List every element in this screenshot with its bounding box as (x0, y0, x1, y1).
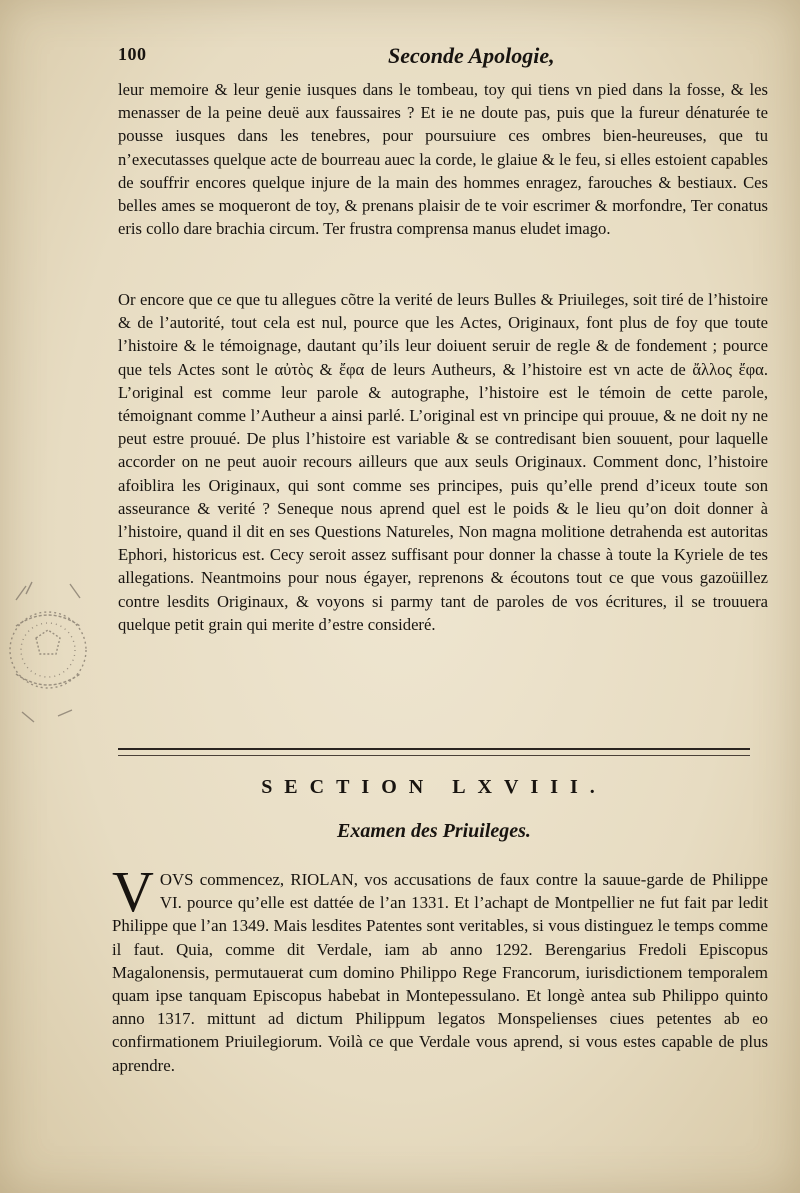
running-title: Seconde Apologie, (388, 43, 555, 68)
library-stamp-icon (2, 566, 98, 740)
section-body (112, 859, 768, 1077)
continuation-paragraph: leur memoire & leur genie iusques dans le tombeau, toy qui tiens vn pied dans la fosse, & les menasser de la peine deuë aux faussaires ? Et ie ne doute pas, puis que la fureur dénaturée te pousse iusques dans les tenebres, pour poursuiure ces ombres bien-heureuses, que tu n’executasses quelque acte de bourreau auec la corde, le glaiue & le feu, si elles estoient capables de souffrir encores quelque injure de la main des hommes enragez, farouches & bestiaux. Ces belles ames se moqueront de toy, & prenans plaisir de te voir escrimer & morfondre, Ter conatus eris collo dare brachia circum. Ter frustra comprensa manus eludet imago. (118, 80, 768, 239)
drop-cap-letter: V (112, 859, 154, 924)
section-body-text: OVS commencez, RIOLAN, vos accusations de faux contre la sauue-garde de Philippe VI. pource qu’elle est dattée de l’an 1331. Et l’achapt de Montpellier ne fut fait par ledit Philippe que l’an 1349. Mais lesdites Patentes sont veritables, si vous distinguez le temps comme il faut. Quia, comme dit Verdale, iam ab anno 1292. Berengarius Fredoli Episcopus Magalonensis, permutauerat cum domino Philippo Rege Francorum, iurisdictionem temporalem quam ipse tanquam Episcopus habebat in Montepessulano. Et longè antea sub Philippo quinto anno 1317. mittunt ad dictum Philippum legatos Monspelienses ciues petentes ab eo confirmationem Priuilegiorum. Voilà ce que Verdale vous aprend, si vous estes capable de plus aprendre. (112, 870, 768, 1075)
section-divider-rule (118, 748, 750, 750)
section-subtitle: Examen des Priuileges. (337, 820, 531, 842)
page-header (118, 44, 754, 72)
section-divider-thin-rule (118, 755, 750, 756)
body-paragraph: Or encore que ce que tu allegues cõtre la verité de leurs Bulles & Priuileges, soit tiré de l’histoire & de l’autorité, tout cela est nul, pource que les Actes, Originaux, font plus de foy que toute l’histoire & le témoignage, dautant qu’ils leur doiuent seruir de regle & de fondement ; pource que tels Actes sont le αὐτὸς & ἔφα de leurs Autheurs, & l’histoire est vn acte de ἄλλος ἔφα. L’original est comme leur parole & autographe, l’histoire est le témoin de cette parole, témoignant comme l’Autheur a ainsi parlé. L’original est vn principe qui prouue, & ne doit ny ne peut estre prouué. De plus l’histoire est variable & se contredisant bien souuent, pour laquelle accorder on ne peut auoir recours ailleurs que aux seuls Originaux. Comment donc, l’histoire afoiblira les Originaux, qui sont comme ses principes, puis qu’elle prend d’iceux toute son asseurance & verité ? Seneque nous aprend quel est le poids & le lieu qu’on doit donner à l’histoire, quand il dit en ses Questions Natureles, Non magna molitione detrahenda est autoritas Ephori, historicus est. Cecy seroit assez suffisant pour donner la chasse à toute la Kyriele de tes allegations. Neantmoins pour nous égayer, reprenons & écoutons tout ce que vous gazoüillez contre lesdits Originaux, & voyons si parmy tant de paroles de vos écritures, il se trouuera quelque petit grain qui merite d’estre consideré. (118, 290, 768, 634)
section-heading: SECTION LXVIII. (261, 776, 607, 798)
page-number: 100 (118, 44, 147, 64)
